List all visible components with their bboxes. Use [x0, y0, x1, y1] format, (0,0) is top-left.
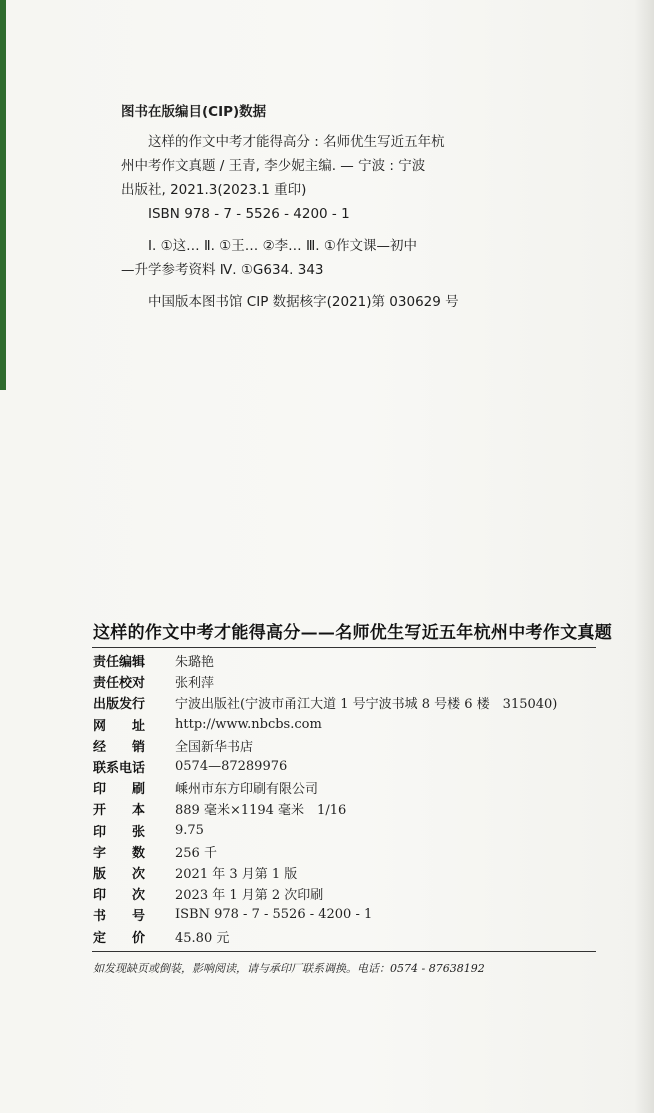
cip-line-3: 出版社, 2021.3(2023.1 重印) — [121, 182, 307, 198]
info-value: 嵊州市东方印刷有限公司 — [175, 782, 319, 798]
info-row-distributor — [93, 735, 613, 756]
info-row-edition — [93, 862, 613, 883]
cip-line-2: 州中考作文真题 / 王青, 李少妮主编. — 宁波 : 宁波 — [121, 158, 426, 174]
info-label: 印 次 — [93, 888, 146, 904]
info-row-website — [93, 714, 613, 735]
cip-line-1: 这样的作文中考才能得高分 : 名师优生写近五年杭 — [148, 134, 445, 150]
info-row-format — [93, 798, 613, 819]
cip-class-line-1: Ⅰ. ①这… Ⅱ. ①王… ②李… Ⅲ. ①作文课—初中 — [148, 238, 417, 254]
cip-check-number: 中国版本图书馆 CIP 数据核字(2021)第 030629 号 — [148, 294, 459, 310]
info-row-sheets — [93, 820, 613, 841]
info-value: 宁波出版社(宁波市甬江大道 1 号宁波书城 8 号楼 6 楼 315040) — [175, 697, 558, 713]
info-row-printing — [93, 883, 613, 904]
info-row-publisher — [93, 692, 613, 713]
info-label: 联系电话 — [93, 761, 146, 777]
info-value: 全国新华书店 — [175, 739, 254, 755]
cip-classification — [121, 234, 501, 282]
publication-info-table — [93, 650, 613, 947]
info-label: 出版发行 — [93, 697, 146, 713]
info-label: 定 价 — [93, 930, 146, 946]
info-label: 网 址 — [93, 718, 146, 734]
info-label: 经 销 — [93, 739, 146, 755]
rule-bottom — [92, 951, 596, 952]
info-value: 朱璐艳 — [175, 655, 215, 671]
cip-data-block — [121, 100, 501, 314]
info-row-price — [93, 925, 613, 946]
info-row-editor — [93, 650, 613, 671]
info-label: 字 数 — [93, 845, 146, 861]
info-value: 2021 年 3 月第 1 版 — [175, 866, 298, 882]
info-row-phone — [93, 756, 613, 777]
info-value: 2023 年 1 月第 2 次印刷 — [175, 888, 324, 904]
info-label: 版 次 — [93, 866, 146, 882]
info-value: 张利萍 — [175, 676, 215, 692]
info-label: 印 张 — [93, 824, 146, 840]
info-label: 开 本 — [93, 803, 146, 819]
footer-notice: 如发现缺页或倒装，影响阅读，请与承印厂联系调换。电话：0574 - 87638192 — [93, 962, 485, 975]
info-row-isbn — [93, 904, 613, 925]
cip-class-line-2: —升学参考资料 Ⅳ. ①G634. 343 — [121, 262, 324, 278]
info-row-proofreader — [93, 671, 613, 692]
info-label: 责任编辑 — [93, 655, 146, 671]
info-value: 9.75 — [175, 822, 204, 838]
info-row-word-count — [93, 841, 613, 862]
cip-description — [121, 130, 501, 226]
info-label: 责任校对 — [93, 676, 146, 692]
info-row-printer — [93, 777, 613, 798]
info-label: 书 号 — [93, 909, 146, 925]
info-value: 45.80 元 — [175, 930, 230, 946]
cip-heading: 图书在版编目(CIP)数据 — [121, 104, 267, 120]
cip-isbn: ISBN 978 - 7 - 5526 - 4200 - 1 — [148, 206, 350, 222]
info-value: ISBN 978 - 7 - 5526 - 4200 - 1 — [175, 907, 373, 923]
info-value: http://www.nbcbs.com — [175, 716, 322, 732]
info-label: 印 刷 — [93, 782, 146, 798]
info-value: 256 千 — [175, 845, 217, 861]
page-edge-shadow — [634, 0, 654, 1113]
cover-edge-stripe — [0, 0, 6, 390]
book-title: 这样的作文中考才能得高分——名师优生写近五年杭州中考作文真题 — [93, 623, 612, 643]
info-value: 0574—87289976 — [175, 759, 288, 775]
info-value: 889 毫米×1194 毫米 1/16 — [175, 803, 347, 819]
rule-top — [92, 647, 596, 648]
